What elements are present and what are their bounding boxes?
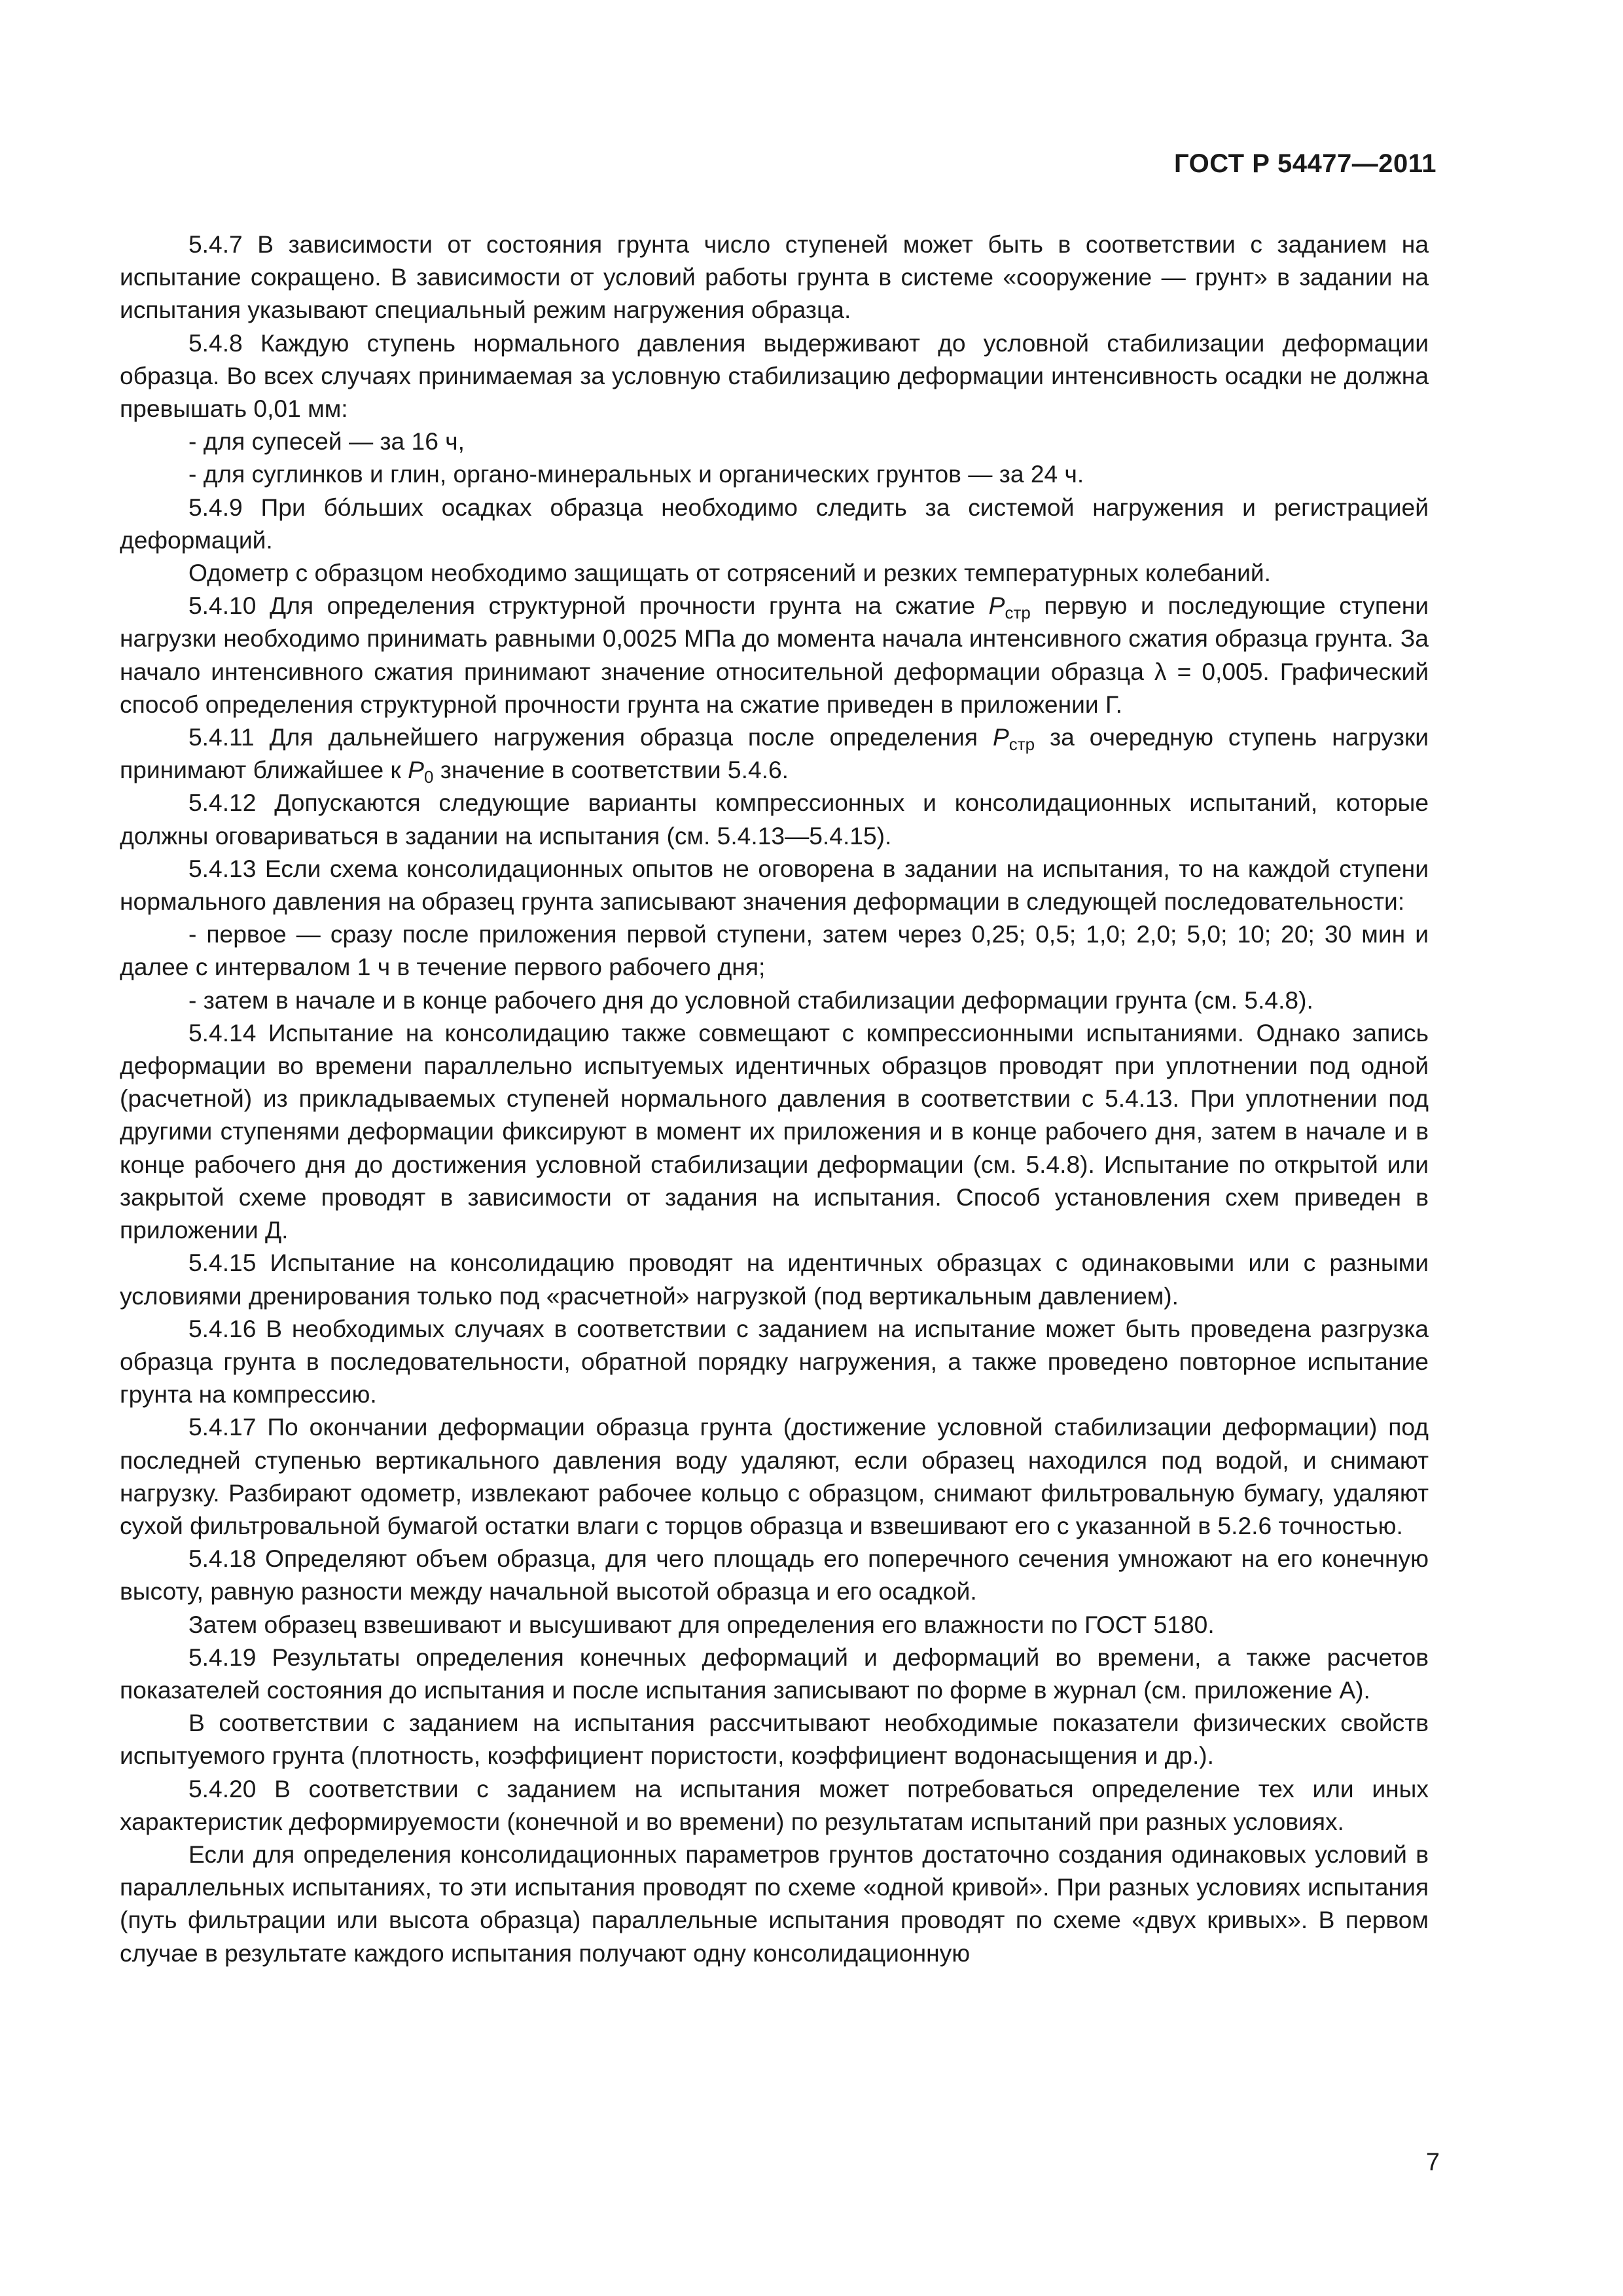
page-number: 7 (1425, 2149, 1440, 2176)
document-header: ГОСТ Р 54477—2011 (1174, 149, 1436, 178)
paragraph-5-4-11 (120, 721, 1429, 786)
paragraph-physical-properties: В соответствии с заданием на испытания рассчитывают необходимые показатели физических свойств испытуемого грунта (плотность, коэффициент пористости, коэффициент водонасыщения и др.). (120, 1709, 1429, 1770)
subscript: 0 (423, 767, 434, 787)
paragraph-consolidation-schemes: Если для определения консолидационных параметров грунтов достаточно создания одинаковых условий в параллельных испытаниях, то эти испытания проводят по схеме «одной кривой». При разных условиях испытания (путь фильтрации или высота образца) параллельные испытания проводят по схеме «двух кривых». В первом случае в результате каждого испытания получают одну консолидационную (120, 1840, 1429, 1967)
text-run: значение в соответствии 5.4.6. (433, 756, 789, 784)
paragraph-5-4-17: 5.4.17 По окончании деформации образца грунта (достижение условной стабилизации деформации) под последней ступенью вертикального давления воду удаляют, если образец находился под водой, и снимают нагрузку. Разбирают одометр, извлекают рабочее кольцо с образцом, снимают фильтровальную бумагу, удаляют сухой фильтровальной бумагой остатки влаги с торцов образца и взвешивают его с указанной в 5.2.6 точностью. (120, 1413, 1429, 1539)
document-body (120, 228, 1429, 1969)
paragraph-5-4-20: 5.4.20 В соответствии с заданием на испытания может потребоваться определение тех или иных характеристик деформируемости (конечной и во времени) по результатам испытаний при разных условиях. (120, 1774, 1429, 1835)
paragraph-5-4-18: 5.4.18 Определяют объем образца, для чего площадь его поперечного сечения умножают на его конечную высоту, равную разности между начальной высотой образца и его осадкой. (120, 1545, 1429, 1605)
paragraph-5-4-8: 5.4.8 Каждую ступень нормального давления выдерживают до условной стабилизации деформации образца. Во всех случаях принимаемая за условную стабилизацию деформации интенсивность осадки не должна превышать 0,01 мм: (120, 329, 1429, 423)
paragraph-5-4-15: 5.4.15 Испытание на консолидацию проводят на идентичных образцах с одинаковыми или с разными условиями дренирования только под «расчетной» нагрузкой (под вертикальным давлением). (120, 1249, 1429, 1310)
list-item: - для суглинков и глин, органо-минеральных и органических грунтов — за 24 ч. (188, 460, 1084, 488)
subscript: стр (1008, 734, 1035, 755)
list-item: - для супесей — за 16 ч, (188, 427, 465, 456)
paragraph-5-4-7: 5.4.7 В зависимости от состояния грунта число ступеней может быть в соответствии с заданием на испытание сокращено. В зависимости от условий работы грунта в системе «сооружение — грунт» в задании на испытания указывают специальный режим нагружения образца. (120, 230, 1429, 324)
paragraph-5-4-10 (120, 589, 1429, 721)
list-item: - затем в начале и в конце рабочего дня до условной стабилизации деформации грунта (см. 5.4.8). (188, 986, 1313, 1014)
paragraph-odometer-note: Одометр с образцом необходимо защищать от сотрясений и резких температурных колебаний. (188, 559, 1271, 587)
paragraph-5-4-14: 5.4.14 Испытание на консолидацию также совмещают с компрессионными испытаниями. Однако запись деформации во времени параллельно испытуемых идентичных образцов проводят при уплотнении под одной (расчетной) из прикладываемых ступеней нормального давления в соответствии с 5.4.13. При уплотнении под другими ступенями деформации фиксируют в момент их приложения и в конце рабочего дня, затем в начале и в конце рабочего дня до достижения условной стабилизации деформации (см. 5.4.8). Испытание по открытой или закрытой схеме проводят в зависимости от задания на испытания. Способ установления схем приведен в приложении Д. (120, 1018, 1429, 1244)
symbol-p: P (992, 723, 1009, 751)
symbol-p: P (988, 592, 1005, 620)
paragraph-5-4-12: 5.4.12 Допускаются следующие варианты компрессионных и консолидационных испытаний, которые должны оговариваться в задании на испытания (см. 5.4.13—5.4.15). (120, 789, 1429, 850)
paragraph-5-4-9: 5.4.9 При бóльших осадках образца необходимо следить за системой нагружения и регистрацией деформаций. (120, 493, 1429, 554)
paragraph-5-4-19: 5.4.19 Результаты определения конечных деформаций и деформаций во времени, а также расчетов показателей состояния до испытания и после испытания записывают по форме в журнал (см. приложение А). (120, 1643, 1429, 1704)
text-run: за очередную ступень нагрузки принимают ближайшее к (120, 723, 1429, 784)
text-run: первую и последующие ступени нагрузки необходимо принимать равными 0,0025 МПа до момента начала интенсивного сжатия образца грунта. За начало интенсивного сжатия принимают значение относительной деформации образца λ = 0,005. Графический способ определения структурной прочности грунта на сжатие приведен в приложении Г. (120, 592, 1429, 718)
paragraph-weighing-note: Затем образец взвешивают и высушивают для определения его влажности по ГОСТ 5180. (188, 1610, 1215, 1638)
subscript: стр (1005, 603, 1031, 623)
text-run: 5.4.10 Для определения структурной прочности грунта на сжатие (188, 592, 989, 620)
text-run: 5.4.11 Для дальнейшего нагружения образца после определения (188, 723, 993, 751)
paragraph-5-4-13: 5.4.13 Если схема консолидационных опытов не оговорена в задании на испытания, то на каждой ступени нормального давления на образец грунта записывают значения деформации в следующей последовательности: (120, 854, 1429, 916)
list-item: - первое — сразу после приложения первой ступени, затем через 0,25; 0,5; 1,0; 2,0; 5,0; 10; 20; 30 мин и далее с интервалом 1 ч в течение первого рабочего дня; (120, 920, 1429, 981)
symbol-p: P (408, 756, 424, 784)
paragraph-5-4-16: 5.4.16 В необходимых случаях в соответствии с заданием на испытание может быть проведена разгрузка образца грунта в последовательности, обратной порядку нагружения, а также проведено повторное испытание грунта на компрессию. (120, 1314, 1429, 1408)
